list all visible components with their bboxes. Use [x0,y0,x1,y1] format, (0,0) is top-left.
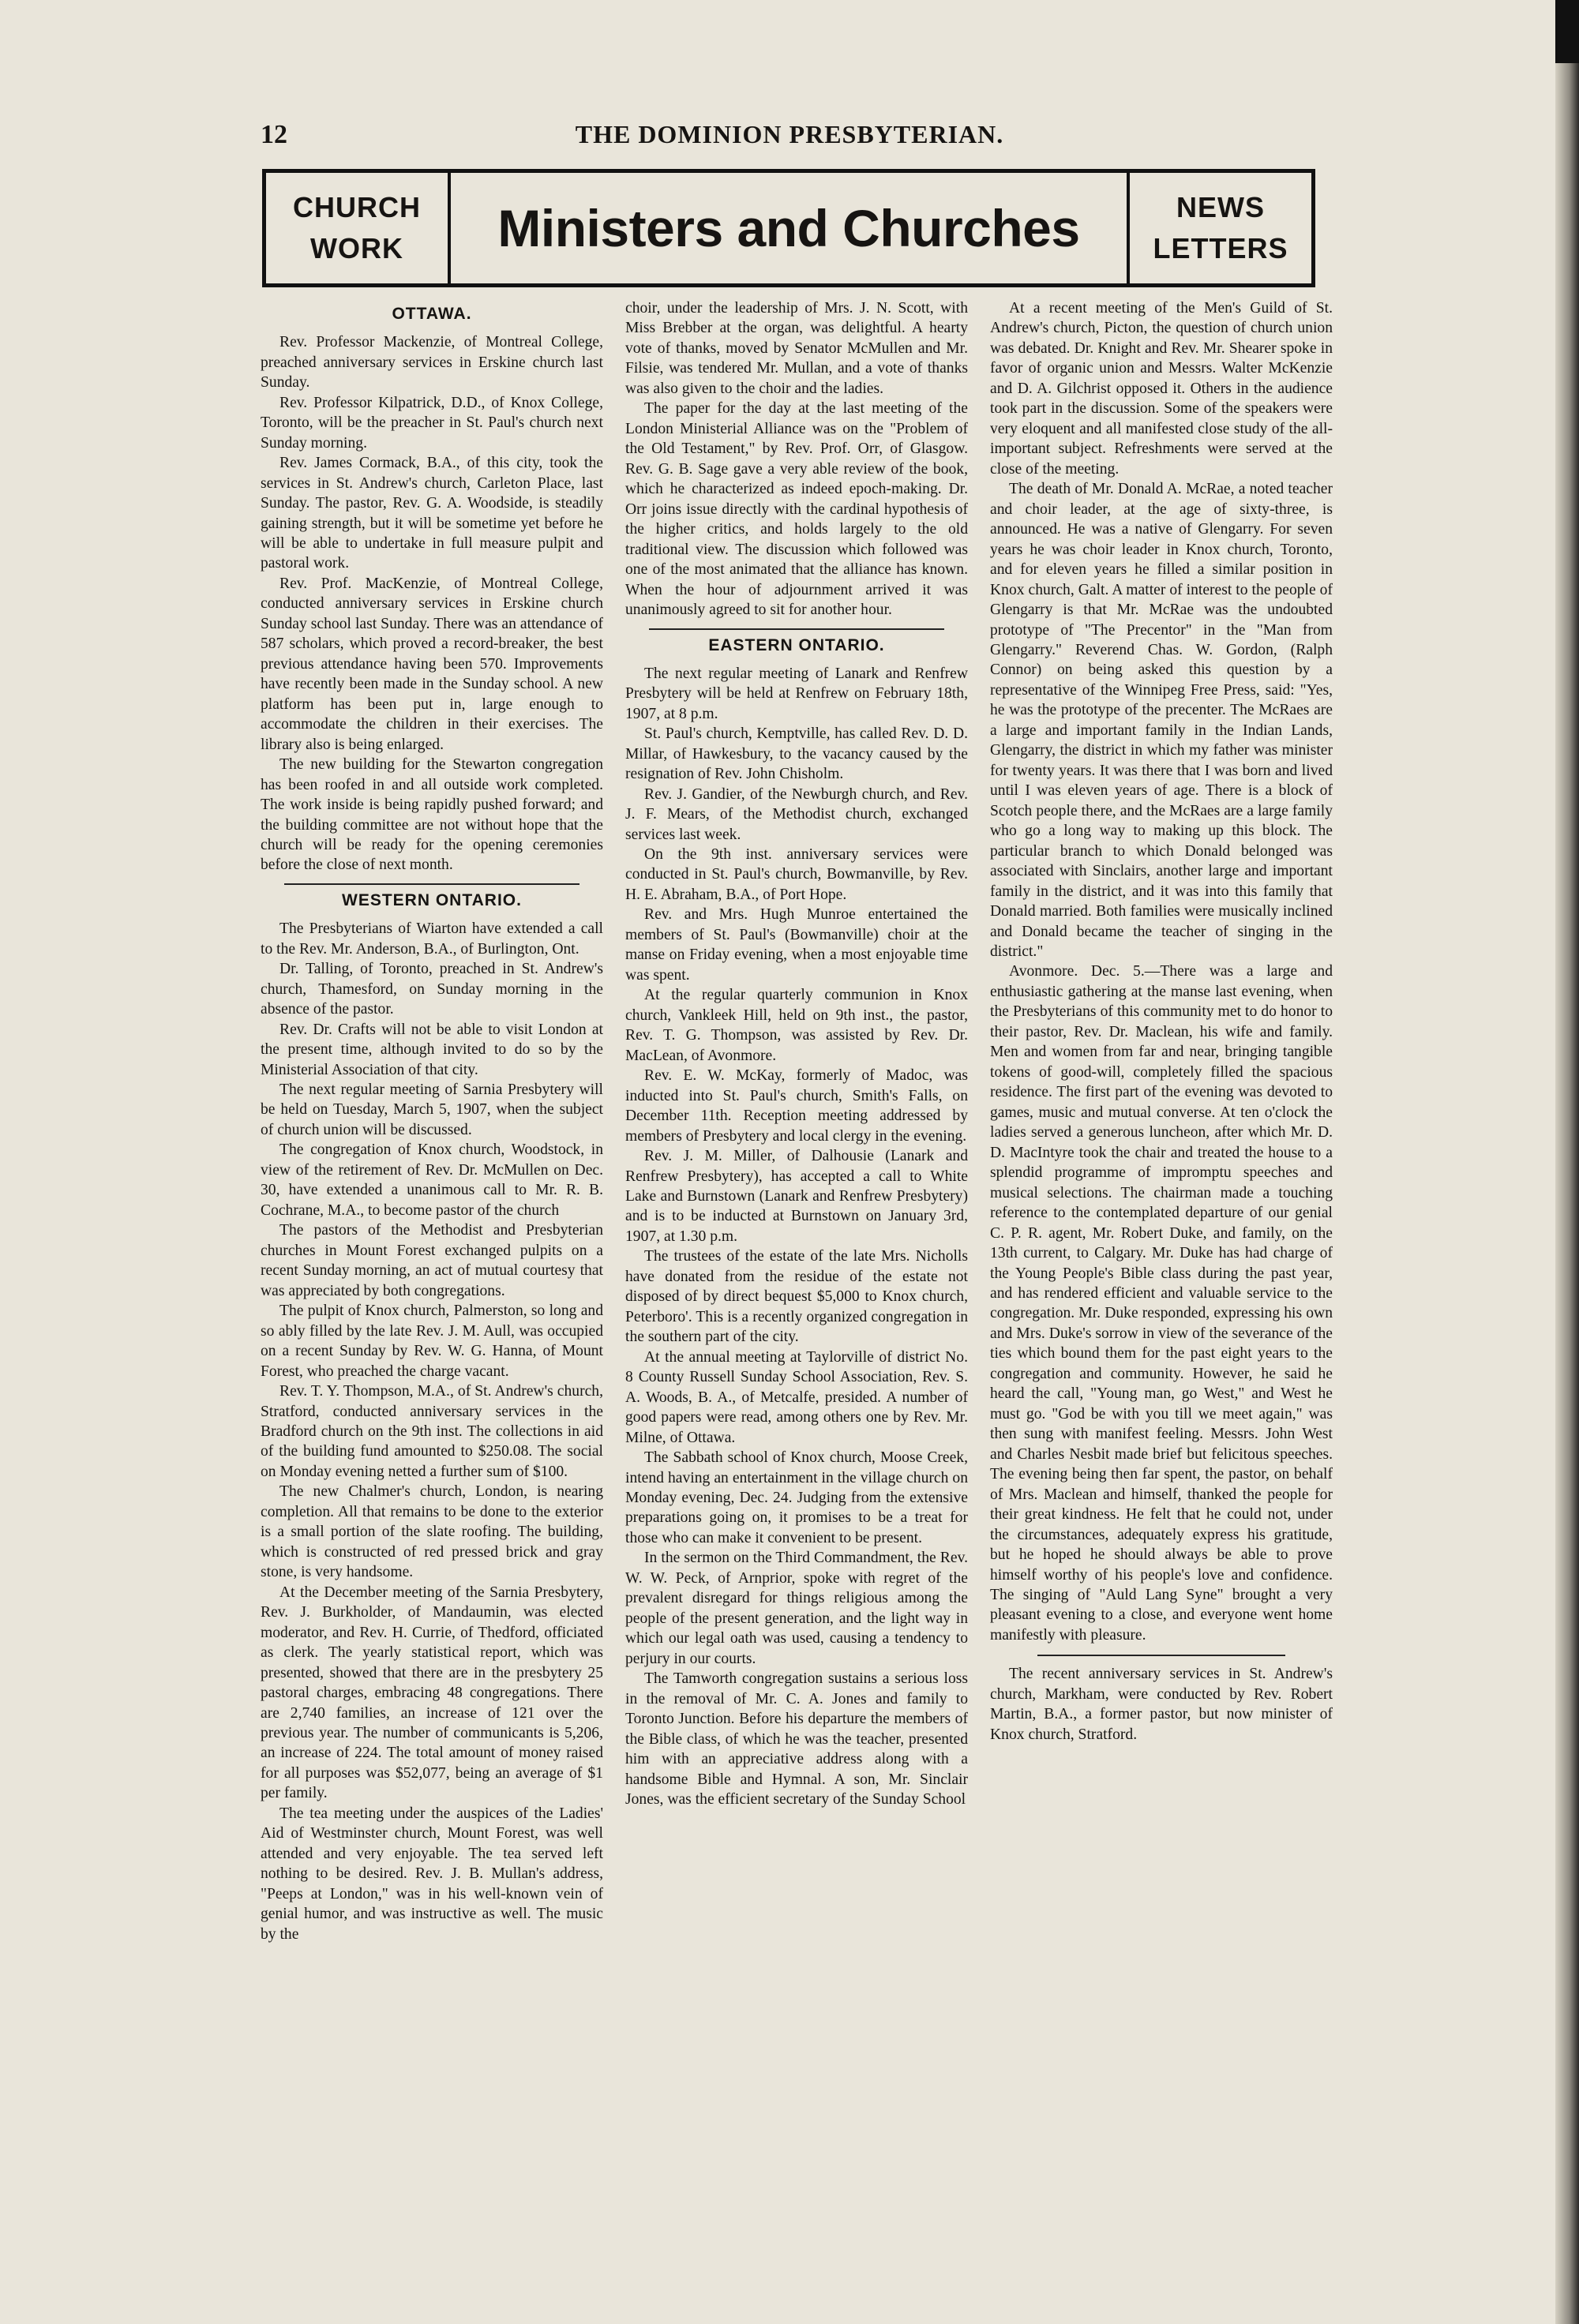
banner-left-line-1: CHURCH [293,190,421,223]
news-paragraph: The death of Mr. Donald A. McRae, a noted teacher and choir leader, at the age of sixty-three, is announced. He was a native of Glengarry. For seven years he was choir leader in Knox church, Toronto, and for eleven years he filled a similar position in Knox church, Galt. A matter of interest to the people of Glengarry is that Mr. McRae was the undoubted prototype of "The Precentor" in the "Man from Glengarry." Reverend Chas. W. Gordon, (Ralph Connor) on being asked this question by a representative of the Winnipeg Free Press, said: "Yes, he was the prototype of the precenter. The McRaes are a large and important family in the Indian Lands, Glengarry, the district in which my father was minister for twenty years. It was there that I was born and lived until I was eleven years of age. There is a block of Scotch people there, and the McRaes are a large family who go a long way to making up this block. The particular branch to which Donald belonged was associated with Sinclairs, another large and important family in the district, and it was into this family that Donald married. Both families were musically inclined and Donald became the teacher of singing in the district." [990,481,1333,960]
section-heading: WESTERN ONTARIO. [342,890,522,909]
section-title: Ministers and Churches [497,199,1080,257]
news-paragraph: The tea meeting under the auspices of the Ladies' Aid of Westminster church, Mount Forest, was well attended and very enjoyable. The tea served left nothing to be desired. Rev. J. B. Mullan's address, "Peeps at London," was in his well-known vein of genial humor, and was instructive as well. The music by the [261,1805,603,1943]
news-paragraph: Rev. and Mrs. Hugh Munroe entertained the members of St. Paul's (Bowmanville) choir at the manse on Friday evening, when a most enjoyable time was spent. [625,906,968,984]
news-paragraph: Rev. E. W. McKay, formerly of Madoc, was inducted into St. Paul's church, Smith's Falls, on December 11th. Reception meeting addressed by members of Presbytery and local clergy in the evening. [625,1067,968,1145]
text-column-3 [990,298,1333,2153]
news-paragraph: At the regular quarterly communion in Knox church, Vankleek Hill, held on 9th inst., the pastor, Rev. T. G. Thompson, was assisted by Rev. Dr. MacLean, of Avonmore. [625,987,968,1064]
banner-left-box [266,173,451,283]
news-paragraph: The new Chalmer's church, London, is nearing completion. All that remains to be done to the exterior is a small portion of the slate roofing. The building, which is constructed of red pressed brick and gray stone, is very handsome. [261,1483,603,1581]
news-paragraph: choir, under the leadership of Mrs. J. N. Scott, with Miss Brebber at the organ, was delightful. A hearty vote of thanks, moved by Senator McMullen and Mr. Filsie, was tendered Mr. Mullan, and a vote of thanks was also given to the choir and the ladies. [625,300,968,397]
section-heading: OTTAWA. [392,305,472,323]
news-paragraph: Rev. J. M. Miller, of Dalhousie (Lanark and Renfrew Presbytery), has accepted a call to White Lake and Burnstown (Lanark and Renfrew Presbytery) and is to be inducted at Burnstown on January 3rd, 1907, at 1.30 p.m. [625,1148,968,1245]
news-paragraph: In the sermon on the Third Commandment, the Rev. W. W. Peck, of Arnprior, spoke with regret of the prevalent disregard for things religious among the people of the present generation, and the light way in which our legal oath was used, causing a tendency to perjury in our courts. [625,1550,968,1667]
divider-rule [1037,1655,1285,1656]
banner-right-line-1: NEWS [1176,190,1265,223]
news-paragraph: Rev. Professor Mackenzie, of Montreal College, preached anniversary services in Erskine church last Sunday. [261,334,603,392]
divider-rule [284,883,579,885]
news-paragraph: Avonmore. Dec. 5.—There was a large and enthusiastic gathering at the manse last evening, when the Presbyterians of this community met to do honor to their pastor, Rev. Dr. Maclean, his wife and family. Men and women from far and near, bringing tangible tokens of good-will, completely filled the spacious residence. The first part of the evening was devoted to games, music and mutual converse. At ten o'clock the ladies served a generous luncheon, after which Mr. D. D. MacIntyre took the chair and treated the house to a splendid programme of impromptu speeches and musical selections. The chairman made a touching reference to the contemplated departure of our genial C. P. R. agent, Mr. Robert Duke, and family, on the 13th current, to Calgary. Mr. Duke has had charge of the Young People's Bible class during the past year, and has rendered efficient and valuable service to the congregation. Mr. Duke responded, expressing his own and Mrs. Duke's sorrow in view of the severance of the ties which bound them for the past eight years to the congregation and community. However, he said he heard the call, "Young man, go West," and West he must go. "God be with you till we meet again," was then sung with manifest feeling. Messrs. John West and Charles Nesbit made brief but felicitous speeches. The evening being then far spent, the pastor, on behalf of Mrs. Maclean and himself, thanked the people for their great kindness. He felt that he could not, under the circumstances, adequately express his gratitude, but he hoped he should always be able to prove himself worthy of his people's love and confidence. The singing of "Auld Lang Syne" brought a very pleasant evening to a close, and everyone went home manifestly with pleasure. [990,963,1333,1644]
news-paragraph: The trustees of the estate of the late Mrs. Nicholls have donated from the residue of the estate not disposed of by direct bequest $5,000 to Knox church, Peterboro'. This is a recently organized congregation in the southern part of the city. [625,1248,968,1346]
banner-left-line-2: WORK [310,232,403,264]
news-paragraph: On the 9th inst. anniversary services were conducted in St. Paul's church, Bowmanville, by Rev. H. E. Abraham, B.A., of Port Hope. [625,846,968,903]
news-paragraph: The congregation of Knox church, Woodstock, in view of the retirement of Rev. Dr. McMullen on Dec. 30, have extended a unanimous call to Mr. R. B. Cochrane, M.A., to become pastor of the church [261,1141,603,1219]
news-paragraph: Rev. T. Y. Thompson, M.A., of St. Andrew's church, Stratford, conducted anniversary services in the Bradford church on the 9th inst. The collections in aid of the building fund amounted to $250.08. The social on Monday evening netted a further sum of $100. [261,1383,603,1480]
news-paragraph: The next regular meeting of Sarnia Presbytery will be held on Tuesday, March 5, 1907, when the subject of church union will be discussed. [261,1081,603,1138]
news-paragraph: At the December meeting of the Sarnia Presbytery, Rev. J. Burkholder, of Mandaumin, was elected moderator, and Rev. H. Currie, of Thedford, officiated as clerk. The yearly statistical report, which was presented, showed that there are in the presbytery 25 pastoral charges, embracing 48 congregations. There are 2,740 families, an increase of 121 over the previous year. The number of communicants is 5,206, an increase of 224. The total amount of money raised for all purposes was $52,077, being an average of $1 per family. [261,1584,603,1802]
news-paragraph: The pastors of the Methodist and Presbyterian churches in Mount Forest exchanged pulpits on a recent Sunday morning, an act of mutual courtesy that was appreciated by both congregations. [261,1222,603,1299]
text-column-1 [261,298,603,2153]
news-paragraph: The next regular meeting of Lanark and Renfrew Presbytery will be held at Renfrew on February 18th, 1907, at 8 p.m. [625,665,968,722]
news-paragraph: The Tamworth congregation sustains a serious loss in the removal of Mr. C. A. Jones and family to Toronto Junction. Before his departure the members of the Bible class, of which he was the teacher, presented him with an appreciative address along with a handsome Bible and Hymnal. A son, Mr. Sinclair Jones, was the efficient secretary of the Sunday School [625,1670,968,1809]
text-column-2 [625,298,968,2153]
news-paragraph: Rev. Dr. Crafts will not be able to visit London at the present time, although invited to do so by the Ministerial Association of that city. [261,1021,603,1078]
news-paragraph: The pulpit of Knox church, Palmerston, so long and so ably filled by the late Rev. J. M. Aull, was occupied on a recent Sunday by Rev. W. G. Hanna, of Mount Forest, who preached the charge vacant. [261,1303,603,1380]
news-paragraph: The Presbyterians of Wiarton have extended a call to the Rev. Mr. Anderson, B.A., of Burlington, Ont. [261,920,603,958]
journal-title: THE DOMINION PRESBYTERIAN. [575,120,1004,148]
news-paragraph: Dr. Talling, of Toronto, preached in St. Andrew's church, Thamesford, on Sunday morning in the absence of the pastor. [261,961,603,1018]
divider-rule [649,628,944,630]
news-paragraph: The Sabbath school of Knox church, Moose Creek, intend having an entertainment in the village church on Monday evening, Dec. 24. Judging from the extensive preparations going on, it promises to be a treat for those who can make it convenient to be present. [625,1449,968,1546]
banner-right-line-2: LETTERS [1153,232,1288,264]
page-number: 12 [261,120,287,149]
page-edge [1555,0,1579,2324]
running-header [261,120,1318,155]
news-paragraph: St. Paul's church, Kemptville, has called Rev. D. D. Millar, of Hawkesbury, to the vacancy caused by the resignation of Rev. John Chisholm. [625,725,968,783]
news-paragraph: Rev. Prof. MacKenzie, of Montreal College, conducted anniversary services in Erskine church Sunday school last Sunday. There was an attendance of 587 scholars, which proved a record-breaker, the best previous attendance having been 570. Improvements have recently been made in the Sunday school. A new platform has been put in, large enough to accommodate the children in their exercises. The library also is being enlarged. [261,575,603,753]
news-paragraph: The new building for the Stewarton congregation has been roofed in and all outside work completed. The work inside is being rapidly pushed forward; and the building committee are not without hope that the church will be ready for the opening ceremonies before the close of next month. [261,756,603,874]
news-paragraph: Rev. J. Gandier, of the Newburgh church, and Rev. J. F. Mears, of the Methodist church, exchanged services last week. [625,785,968,843]
section-banner [262,169,1315,287]
news-paragraph: At the annual meeting at Taylorville of district No. 8 County Russell Sunday School Association, Rev. S. A. Woods, B. A., of Metcalfe, presided. A number of good papers were read, among others one by Rev. Mr. Milne, of Ottawa. [625,1348,968,1446]
news-paragraph: The recent anniversary services in St. Andrew's church, Markham, were conducted by Rev. Robert Martin, B.A., a former pastor, but now minister of Knox church, Stratford. [990,1666,1333,1743]
news-paragraph: The paper for the day at the last meeting of the London Ministerial Alliance was on the "Problem of the Old Testament," by Rev. Prof. Orr, of Glasgow. Rev. G. B. Sage gave a very able review of the book, which he characterized as indeed epoch-making. Dr. Orr joins issue directly with the cardinal hypothesis of the higher critics, and holds largely to the old traditional view. The discussion which followed was one of the most animated that the alliance has known. When the hour of adjournment arrived it was unanimously agreed to sit for another hour. [625,400,968,619]
banner-right-box [1127,173,1311,283]
page-edge-dark-corner [1555,0,1579,63]
section-heading: EASTERN ONTARIO. [708,635,885,654]
news-paragraph: Rev. James Cormack, B.A., of this city, took the services in St. Andrew's church, Carleton Place, last Sunday. The pastor, Rev. G. A. Woodside, is steadily gaining strength, but it will be sometime yet before he will be able to undertake in full measure pulpit and pastoral work. [261,455,603,572]
news-paragraph: At a recent meeting of the Men's Guild of St. Andrew's church, Picton, the question of church union was debated. Dr. Knight and Rev. Mr. Shearer spoke in favor of organic union and Messrs. Walter McKenzie and D. A. Gilchrist opposed it. Others in the audience took part in the discussion. Some of the speakers were very eloquent and all manifested close study of the all-important subject. Refreshments were served at the close of the meeting. [990,300,1333,478]
news-paragraph: Rev. Professor Kilpatrick, D.D., of Knox College, Toronto, will be the preacher in St. Paul's church next Sunday morning. [261,394,603,452]
